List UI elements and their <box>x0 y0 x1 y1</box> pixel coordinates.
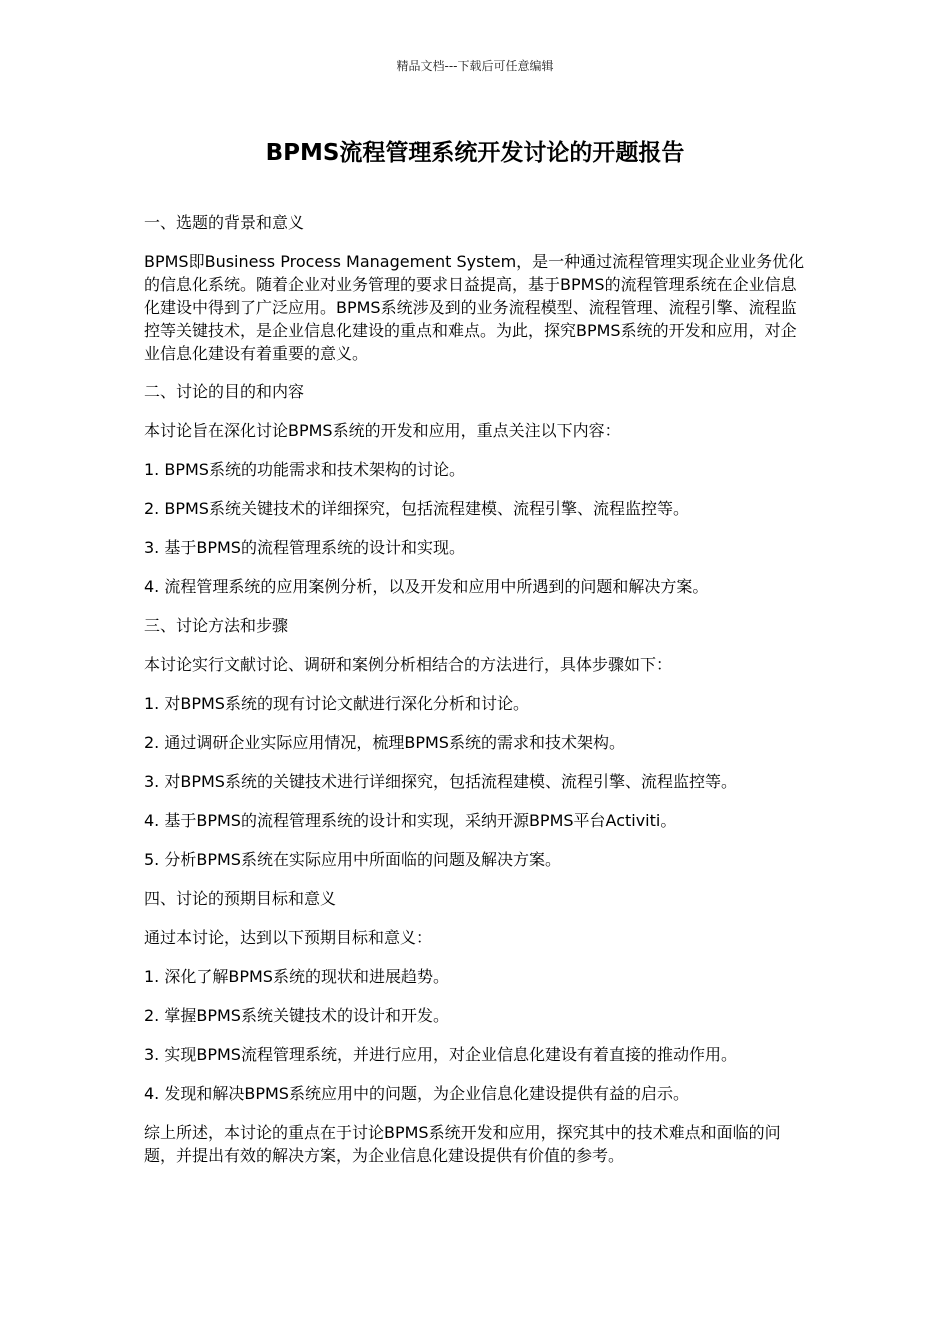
list-item: 2. 掌握BPMS系统关键技术的设计和开发。 <box>144 1006 449 1025</box>
list-item: 4. 发现和解决BPMS系统应用中的问题，为企业信息化建设提供有益的启示。 <box>144 1084 689 1103</box>
document-body <box>144 211 810 1182</box>
paragraph: 本讨论旨在深化讨论BPMS系统的开发和应用，重点关注以下内容： <box>144 421 621 440</box>
list-item: 2. 通过调研企业实际应用情况，梳理BPMS系统的需求和技术架构。 <box>144 733 625 752</box>
paragraph: 通过本讨论，达到以下预期目标和意义： <box>144 928 433 947</box>
paragraph: 本讨论实行文献讨论、调研和案例分析相结合的方法进行，具体步骤如下： <box>144 655 673 674</box>
document-title: BPMS流程管理系统开发讨论的开题报告 <box>265 140 685 166</box>
list-item: 1. 深化了解BPMS系统的现状和进展趋势。 <box>144 967 449 986</box>
section-heading: 一、选题的背景和意义 <box>144 213 305 232</box>
list-item: 2. BPMS系统关键技术的详细探究，包括流程建模、流程引擎、流程监控等。 <box>144 499 689 518</box>
list-item: 3. 基于BPMS的流程管理系统的设计和实现。 <box>144 538 465 557</box>
section-heading: 二、讨论的目的和内容 <box>144 382 305 401</box>
list-item: 4. 基于BPMS的流程管理系统的设计和实现，采纳开源BPMS平台Activiti。 <box>144 811 677 830</box>
section-heading: 四、讨论的预期目标和意义 <box>144 889 337 908</box>
section-heading: 三、讨论方法和步骤 <box>144 616 289 635</box>
list-item: 1. BPMS系统的功能需求和技术架构的讨论。 <box>144 460 465 479</box>
paragraph: BPMS即Business Process Management System，是一种通过流程管理实现企业业务优化的信息化系统。随着企业对业务管理的要求日益提高，基于BPMS的流程管理系统在企业信息化建设中得到了广泛应用。BPMS系统涉及到的业务流程模型、流程管理、流程引擎、流程监控等关键技术，是企业信息化建设的重点和难点。为此，探究BPMS系统的开发和应用，对企业信息化建设有着重要的意义。 <box>144 252 805 363</box>
list-item: 3. 对BPMS系统的关键技术进行详细探究，包括流程建模、流程引擎、流程监控等。 <box>144 772 737 791</box>
list-item: 3. 实现BPMS流程管理系统，并进行应用，对企业信息化建设有着直接的推动作用。 <box>144 1045 737 1064</box>
list-item: 5. 分析BPMS系统在实际应用中所面临的问题及解决方案。 <box>144 850 561 869</box>
page-header: 精品文档---下载后可任意编辑 <box>396 59 554 73</box>
list-item: 1. 对BPMS系统的现有讨论文献进行深化分析和讨论。 <box>144 694 529 713</box>
conclusion-paragraph: 综上所述，本讨论的重点在于讨论BPMS系统开发和应用，探究其中的技术难点和面临的问题，并提出有效的解决方案，为企业信息化建设提供有价值的参考。 <box>144 1123 781 1165</box>
list-item: 4. 流程管理系统的应用案例分析，以及开发和应用中所遇到的问题和解决方案。 <box>144 577 709 596</box>
